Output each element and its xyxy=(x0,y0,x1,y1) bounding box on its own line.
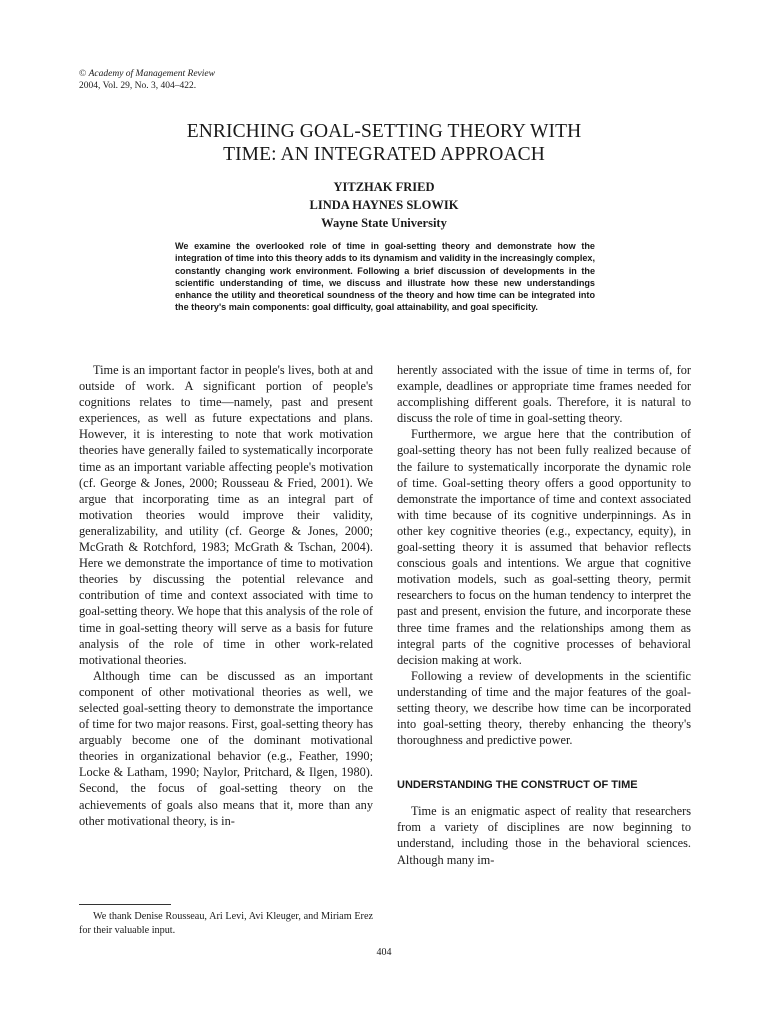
body-column-right xyxy=(397,362,691,868)
body-paragraph-continuation: herently associated with the issue of time in terms of, for example, deadlines or appropriate time frames needed for accomplishing different goals. Therefore, it is natural to discuss the role of time in goal-setting theory. xyxy=(397,363,691,426)
journal-name: Academy of Management Review xyxy=(88,69,215,79)
body-paragraph: Following a review of developments in the scientific understanding of time and the major features of the goal-setting theory, we describe how time can be incorporated into goal-setting theory, thereby enhancing the theory's thoroughness and predictive power. xyxy=(397,668,691,748)
author-1: YITZHAK FRIED xyxy=(333,180,435,194)
journal-name-line xyxy=(79,68,215,80)
author-block xyxy=(0,178,768,232)
body-paragraph: Time is an enigmatic aspect of reality that researchers from a variety of disciplines are now beginning to understand, including those in the behavioral sciences. Although many im- xyxy=(397,804,691,867)
author-2: LINDA HAYNES SLOWIK xyxy=(309,198,459,212)
title-line-1: ENRICHING GOAL-SETTING THEORY WITH xyxy=(186,121,582,142)
body-paragraph: Time is an important factor in people's lives, both at and outside of work. A significant portion of people's cognitions relates to time—namely, past and present experiences, as well as future expectations and plans. However, it is interesting to note that work motivation theories have generally failed to systematically incorporate time as an important variable affecting people's motivation (cf. George & Jones, 2000; Rousseau & Fried, 2001). We argue that incorporating time as an integral part of motivation theories would improve their validity, generalizability, and utility (cf. George & Jones, 2000; McGrath & Rotchford, 1983; McGrath & Tschan, 2004). Here we demonstrate the importance of time to motivation theories by discussing the potential relevance and contribution of time and context associated with time to goal-setting theory. We hope that this analysis of the role of time in goal-setting theory will serve as a basis for future analysis of the role of time in other work-related motivational theories. xyxy=(79,363,373,667)
section-heading: UNDERSTANDING THE CONSTRUCT OF TIME xyxy=(397,779,638,792)
body-paragraph: Furthermore, we argue here that the contribution of goal-setting theory has not been fully realized because of the failure to systematically incorporate the dynamic role of time. Goal-setting theory offers a good opportunity to demonstrate the importance of time and context associated with time because of its cognitive underpinnings. As in other key cognitive theories (e.g., expectancy, equity), in goal-setting theory it is assumed that behavior reflects conscious goals and intentions. We argue that cognitive motivation models, such as goal-setting theory, permit researchers to focus on the human tendency to interpret the past and present, envision the future, and incorporate these three time frames and the relationships among them as integral parts of the cognitive processes of behavioral decision making at work. xyxy=(397,427,691,667)
article-title xyxy=(0,120,768,166)
footnote-rule xyxy=(79,904,171,905)
abstract: We examine the overlooked role of time in goal-setting theory and demonstrate how the integration of time into this theory adds to its dynamism and validity in the increasingly complex, constantly changing work environment. Following a brief discussion of developments in the scientific understanding of time, we discuss and illustrate how these new understandings enhance the utility and theoretical soundness of the theory and how time can be integrated into the theory's main components: goal difficulty, goal attainability, and goal specificity. xyxy=(175,241,595,313)
footnote: We thank Denise Rousseau, Ari Levi, Avi Kleuger, and Miriam Erez for their valuable input. xyxy=(79,911,373,936)
body-column-left xyxy=(79,362,373,829)
page-number: 404 xyxy=(376,947,392,958)
journal-citation: 2004, Vol. 29, No. 3, 404–422. xyxy=(79,81,197,91)
affiliation: Wayne State University xyxy=(321,216,447,230)
body-paragraph: Although time can be discussed as an important component of other motivational theories as well, we selected goal-setting theory to demonstrate the importance of time for two major reasons. First, goal-setting theory has arguably become one of the dominant motivational theories in organizational behavior (e.g., Feather, 1990; Locke & Latham, 1990; Naylor, Pritchard, & Ilgen, 1980). Second, the focus of goal-setting theory on the achievements of goals also means that it, more than any other motivational theory, is in- xyxy=(79,668,373,828)
journal-header xyxy=(79,68,215,92)
copyright-symbol: © xyxy=(79,69,87,79)
title-line-2: TIME: AN INTEGRATED APPROACH xyxy=(223,144,545,165)
